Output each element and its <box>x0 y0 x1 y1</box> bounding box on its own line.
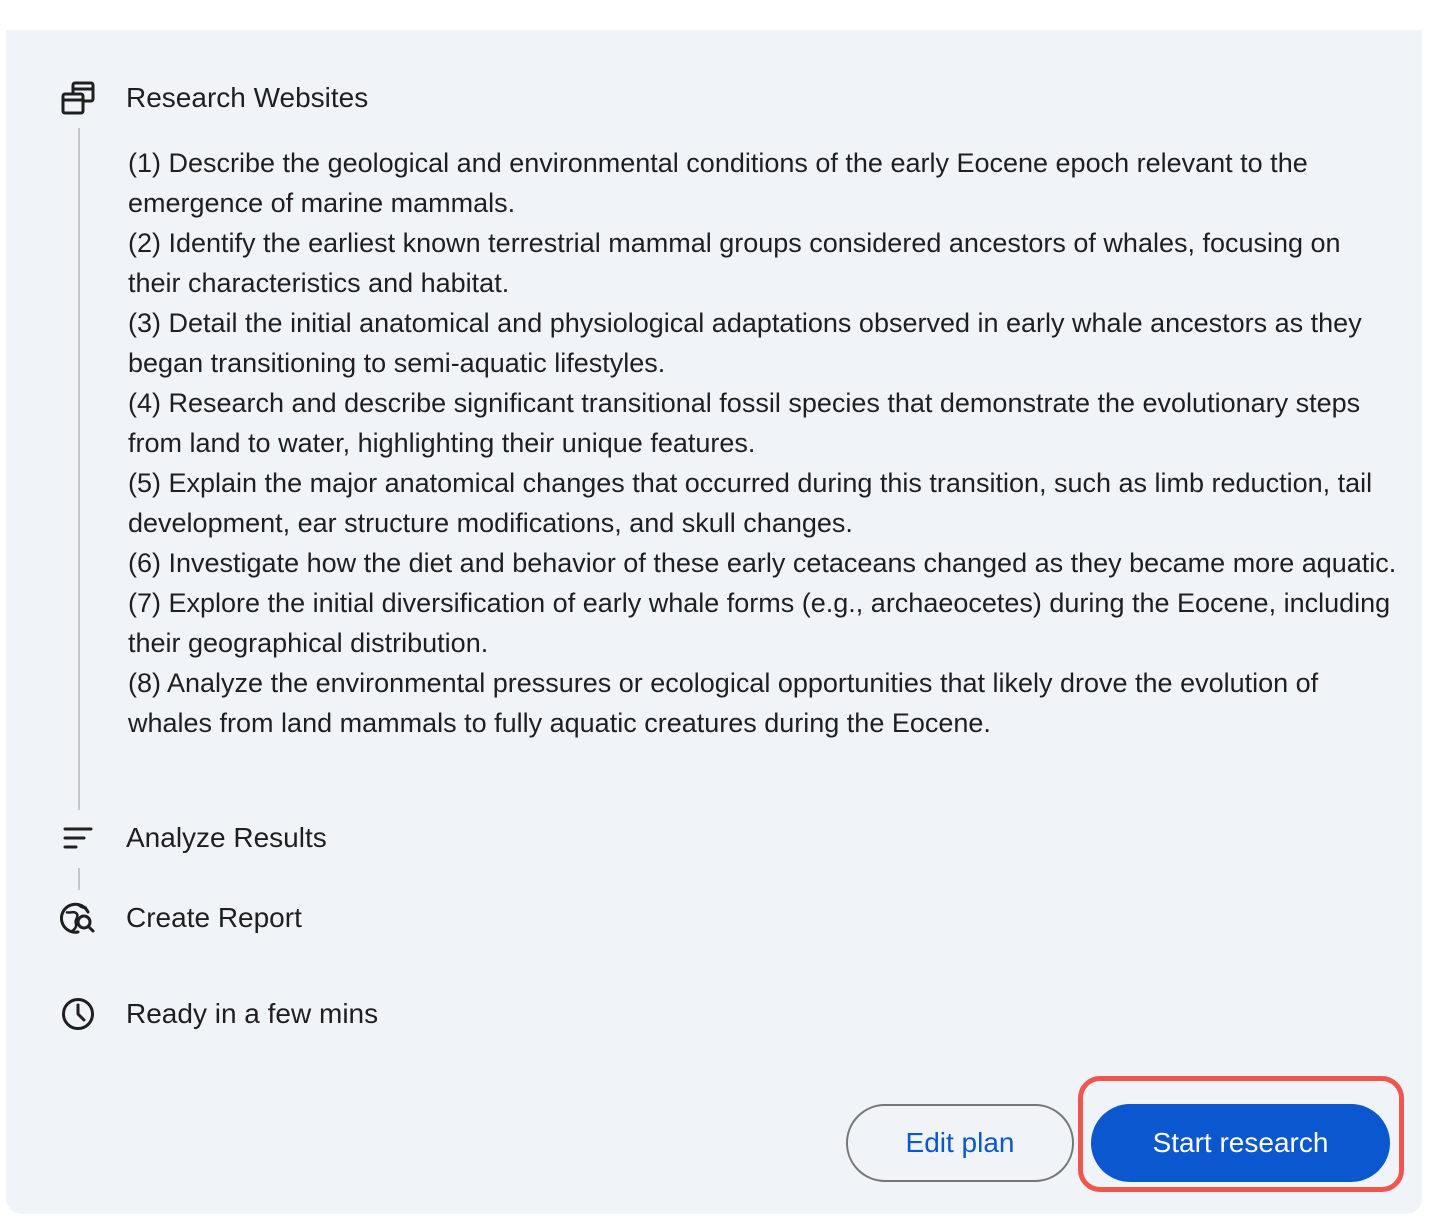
research-plan-card <box>6 30 1422 1214</box>
browser-window-icon <box>60 80 96 116</box>
research-plan-list <box>128 143 1398 743</box>
eta-text: Ready in a few mins <box>126 998 379 1029</box>
plan-item: (1) Describe the geological and environmental conditions of the early Eocene epoch relevant to the emergence of marine mammals. <box>128 148 1308 218</box>
globe-search-icon <box>60 900 96 936</box>
plan-item: (2) Identify the earliest known terrestrial mammal groups considered ancestors of whales, focusing on their characteristics and habitat. <box>128 228 1341 298</box>
plan-item: (5) Explain the major anatomical changes that occurred during this transition, such as limb reduction, tail development, ear structure modifications, and skull changes. <box>128 468 1373 538</box>
sort-lines-icon <box>60 820 96 856</box>
step-title-research: Research Websites <box>126 82 369 113</box>
clock-icon <box>60 996 96 1032</box>
edit-plan-button[interactable]: Edit plan <box>846 1104 1074 1182</box>
step-title-analyze: Analyze Results <box>126 822 327 853</box>
timeline-connector <box>78 868 80 890</box>
plan-item: (3) Detail the initial anatomical and physiological adaptations observed in early whale ancestors as they began transitioning to semi-aquatic lifestyles. <box>128 308 1362 378</box>
plan-item: (8) Analyze the environmental pressures or ecological opportunities that likely drove the evolution of whales from land mammals to fully aquatic creatures during the Eocene. <box>128 668 1319 738</box>
step-title-report: Create Report <box>126 902 302 933</box>
timeline-connector <box>78 128 80 810</box>
plan-item: (6) Investigate how the diet and behavior of these early cetaceans changed as they became more aquatic. <box>128 548 1397 578</box>
plan-item: (4) Research and describe significant transitional fossil species that demonstrate the evolutionary steps from land to water, highlighting their unique features. <box>128 388 1361 458</box>
start-research-button[interactable]: Start research <box>1091 1104 1390 1182</box>
plan-item: (7) Explore the initial diversification of early whale forms (e.g., archaeocetes) during the Eocene, including their geographical distribution. <box>128 588 1391 658</box>
